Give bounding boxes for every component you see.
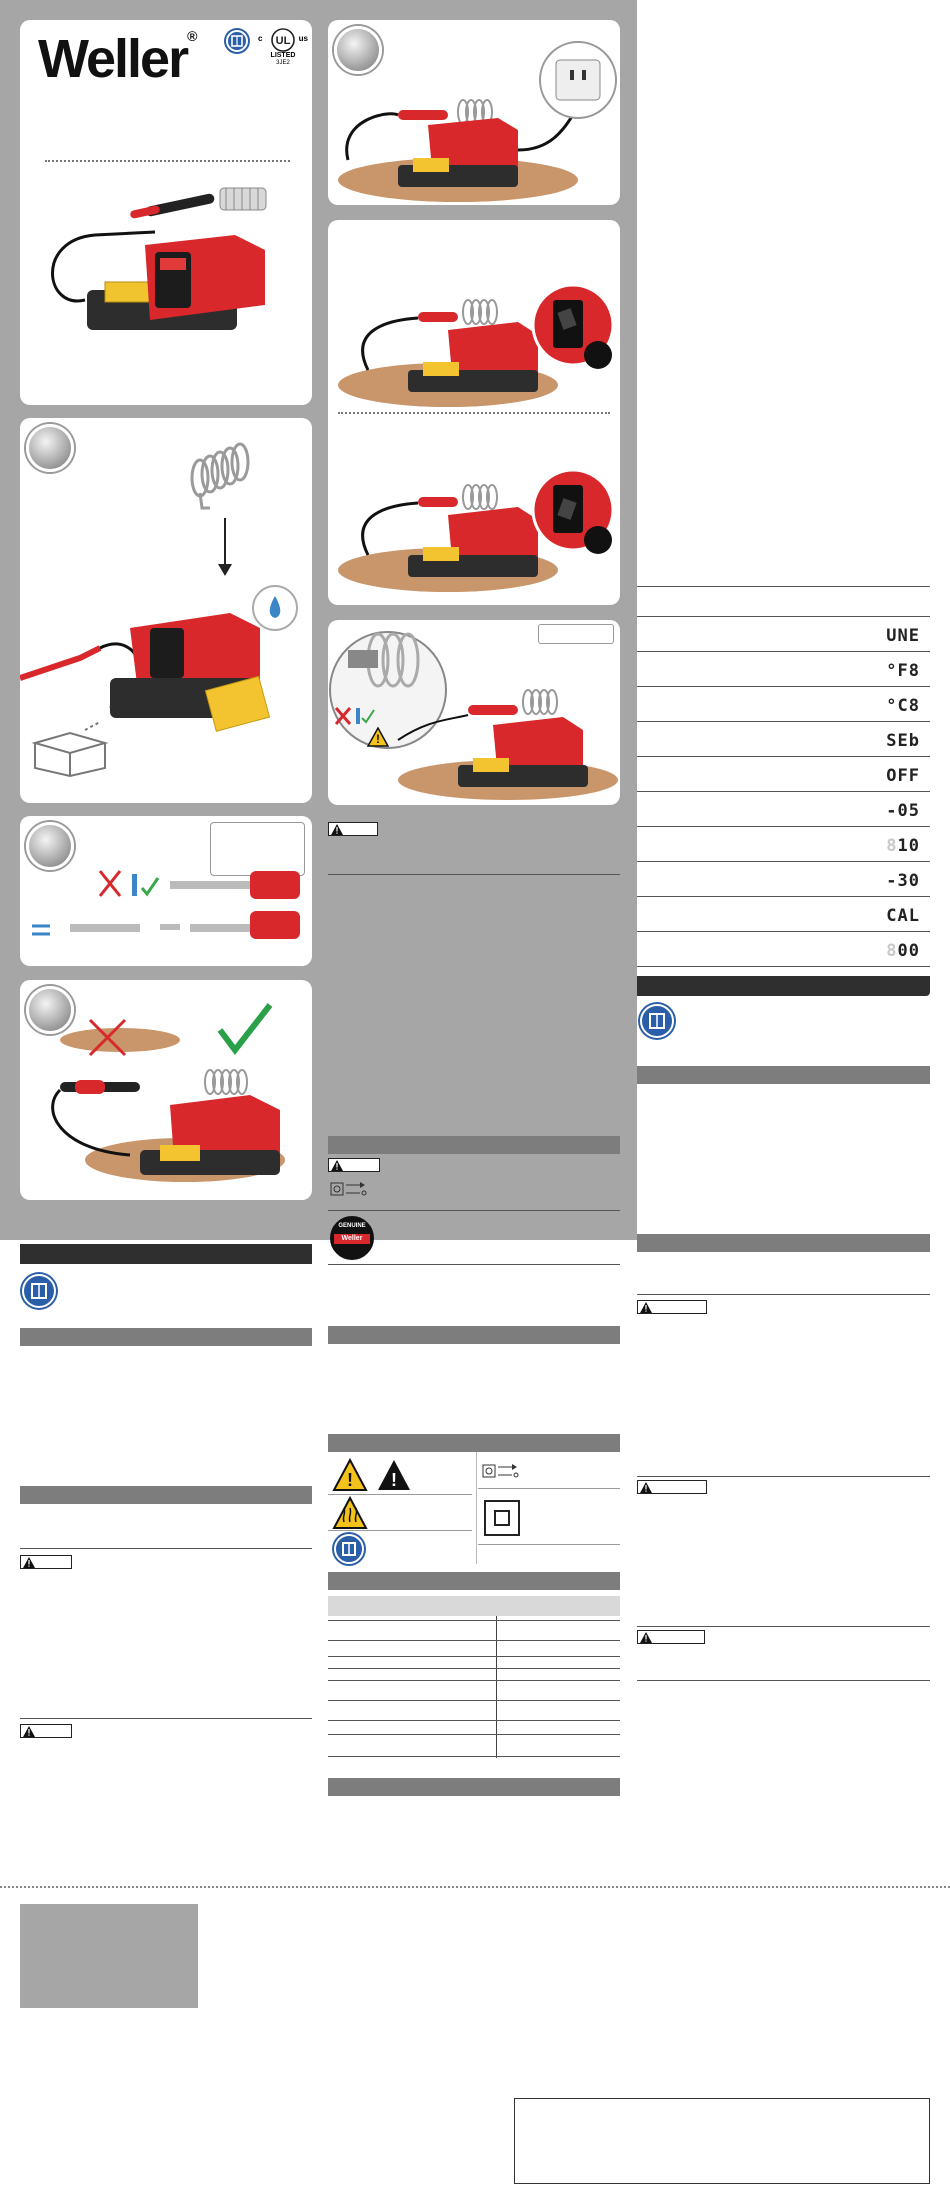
- section-header-bar: [20, 1328, 312, 1346]
- card-step-holder: [20, 980, 312, 1200]
- power-on-illustration: [328, 240, 620, 410]
- plug-in-illustration: [328, 40, 620, 205]
- display-code-value: 810: [886, 836, 920, 856]
- section-header-bar: [328, 1326, 620, 1344]
- table-row-divider: [328, 1656, 620, 1657]
- specs-table: [328, 1596, 620, 1758]
- table-row-divider: [328, 1680, 620, 1681]
- card-step-setup: [20, 418, 312, 803]
- divider: [328, 1530, 472, 1531]
- card-step-caution-hot: [328, 620, 620, 805]
- card-step-power-switch: [328, 220, 620, 605]
- card-product-overview: [20, 20, 312, 405]
- section-header-bar: [328, 1136, 620, 1154]
- section-header-bar: [328, 1572, 620, 1590]
- card-step-tip-change: [20, 816, 312, 966]
- power-off-illustration: [328, 420, 620, 595]
- svg-text:!: !: [347, 1470, 353, 1490]
- warning-triangle-icon: [23, 1726, 35, 1737]
- weller-logo: [38, 28, 195, 90]
- table-row-divider: [328, 1756, 620, 1757]
- step-number-circle: [26, 822, 74, 870]
- section-header-bar: [637, 976, 930, 996]
- genuine-weller-badge: [330, 1216, 374, 1260]
- ul-code-text: 3JE2: [276, 60, 290, 66]
- display-code-value: 800: [886, 941, 920, 961]
- divider: [478, 1488, 620, 1489]
- display-code-value: CAL: [886, 906, 920, 926]
- section-header-bar: [20, 1244, 312, 1264]
- table-row-divider: [637, 616, 930, 617]
- section-header-bar: [20, 1486, 312, 1504]
- ul-right-text: us: [298, 34, 308, 43]
- genuine-text: GENUINE: [338, 1223, 366, 1229]
- display-code-row: [637, 933, 930, 967]
- address-box: [514, 2098, 930, 2184]
- packaging-box-icon: [30, 718, 110, 778]
- cross-icon: [100, 871, 120, 896]
- display-code-row: [637, 863, 930, 897]
- display-code-value: °C8: [886, 696, 920, 716]
- display-codes-table: [637, 586, 930, 970]
- warning-label: [637, 1300, 707, 1314]
- ul-listed-text: LISTED: [270, 52, 296, 59]
- holder-coil-illustration: [180, 438, 270, 518]
- double-insulation-icon: [484, 1500, 520, 1536]
- hot-tip-illustration: [328, 620, 620, 805]
- divider-dotted: [338, 412, 610, 414]
- svg-text:!: !: [376, 732, 380, 746]
- svg-text:!: !: [391, 1470, 397, 1490]
- logo-text: Weller: [38, 29, 188, 89]
- checkmark-icon: [220, 1005, 270, 1050]
- table-row-divider: [328, 1640, 620, 1641]
- station-with-sponge-illustration: [20, 568, 312, 738]
- divider: [478, 1544, 620, 1545]
- table-row-divider: [328, 1620, 620, 1621]
- divider: [637, 1680, 930, 1681]
- divider: [328, 1494, 472, 1495]
- section-header-bar: [637, 1234, 930, 1252]
- display-code-row: [637, 793, 930, 827]
- divider: [637, 1626, 930, 1627]
- display-code-value: -30: [886, 871, 920, 891]
- section-header-bar: [328, 1778, 620, 1796]
- display-code-value: UNE: [886, 626, 920, 646]
- soldering-station-illustration: [35, 180, 305, 360]
- ul-mark-text: UL: [275, 35, 291, 47]
- ul-left-text: c: [258, 34, 263, 43]
- warning-triangle-icon: [332, 1458, 412, 1492]
- warning-label: [20, 1724, 72, 1738]
- display-code-row: [637, 688, 930, 722]
- cut-line: [0, 1886, 950, 1888]
- section-header-bar: [637, 1066, 930, 1084]
- table-row-divider: [328, 1668, 620, 1669]
- table-row-divider: [328, 1720, 620, 1721]
- divider: [637, 1476, 930, 1477]
- warning-label: [328, 822, 378, 836]
- card-step-plug-in: [328, 20, 620, 205]
- divider: [20, 1548, 312, 1549]
- power-symbol-icon: [330, 1180, 370, 1198]
- table-row-divider: [637, 586, 930, 587]
- display-code-value: OFF: [886, 766, 920, 786]
- display-code-value: -05: [886, 801, 920, 821]
- specs-table-col-divider: [496, 1616, 497, 1758]
- display-code-row: [637, 723, 930, 757]
- divider: [328, 1210, 620, 1211]
- display-code-row: [637, 898, 930, 932]
- symbols-grid-divider-vertical: [476, 1452, 477, 1564]
- step-number-circle: [26, 424, 74, 472]
- divider: [328, 1264, 620, 1265]
- tip-change-illustration: [20, 866, 312, 966]
- display-code-value: SEb: [886, 731, 920, 751]
- display-code-row: [637, 653, 930, 687]
- label-placeholder-block: [20, 1904, 198, 2008]
- book-icon: [334, 1534, 364, 1564]
- warning-triangle-icon: [23, 1557, 35, 1568]
- symbols-grid: [328, 1452, 620, 1564]
- divider: [328, 874, 620, 875]
- display-code-row: [637, 758, 930, 792]
- table-row-divider: [328, 1734, 620, 1735]
- warning-triangle-icon: [640, 1302, 652, 1313]
- warning-triangle-icon: [331, 824, 343, 835]
- warning-label: [637, 1630, 705, 1644]
- display-code-row: [637, 828, 930, 862]
- registered-mark: ®: [187, 28, 196, 44]
- holder-usage-illustration: [20, 1000, 312, 1200]
- book-icon: [226, 30, 248, 52]
- warning-label: [637, 1480, 707, 1494]
- divider: [20, 1718, 312, 1719]
- warning-label: [20, 1555, 72, 1569]
- ul-mark: [256, 28, 310, 72]
- power-symbol-icon: [482, 1462, 522, 1480]
- warning-label: [328, 1158, 380, 1172]
- display-code-value: °F8: [886, 661, 920, 681]
- section-header-bar: [328, 1434, 620, 1452]
- book-icon: [640, 1004, 674, 1038]
- genuine-brand-text: Weller: [334, 1234, 370, 1244]
- divider: [637, 1294, 930, 1295]
- warning-triangle-icon: [640, 1482, 652, 1493]
- warning-triangle-icon: [640, 1632, 652, 1643]
- display-code-row: [637, 618, 930, 652]
- hot-surface-icon: [332, 1496, 368, 1530]
- book-icon: [22, 1274, 56, 1308]
- warning-triangle-icon: [331, 1160, 343, 1171]
- table-row-divider: [328, 1700, 620, 1701]
- specs-table-header: [328, 1596, 620, 1616]
- divider-dotted: [45, 160, 290, 162]
